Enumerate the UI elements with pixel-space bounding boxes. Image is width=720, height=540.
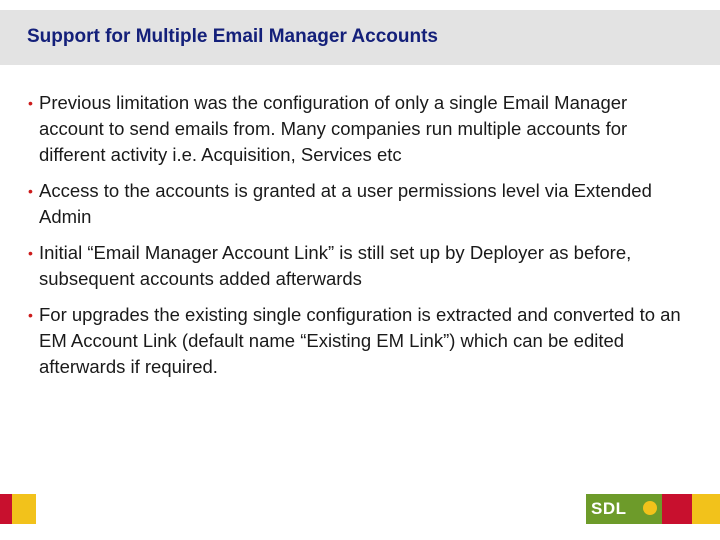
bullet-item xyxy=(26,178,696,230)
footer-color-block xyxy=(0,494,36,524)
title-bar xyxy=(0,10,720,65)
bullet-item xyxy=(26,240,696,292)
bullet-icon: • xyxy=(28,183,33,199)
bullet-item xyxy=(26,90,696,168)
logo-text: SDL xyxy=(591,499,627,518)
logo-red-stripe xyxy=(662,494,692,524)
bullet-item xyxy=(26,302,696,380)
sdl-logo xyxy=(586,494,720,524)
footer-red-stripe xyxy=(0,494,12,524)
slide-title: Support for Multiple Email Manager Accounts xyxy=(27,26,438,47)
bullet-icon: • xyxy=(28,245,33,261)
logo-yellow-stripe xyxy=(692,494,720,524)
bullet-icon: • xyxy=(28,95,33,111)
bullet-icon: • xyxy=(28,307,33,323)
bullet-text: Initial “Email Manager Account Link” is still set up by Deployer as before, subsequent accounts added afterwards xyxy=(39,242,632,289)
footer-yellow-stripe xyxy=(12,494,36,524)
bullet-text: Previous limitation was the configuration of only a single Email Manager account to send emails from. Many companies run multiple accounts for different activity i.e. Acquisition, Services etc xyxy=(39,92,628,165)
bullet-list xyxy=(26,90,696,390)
bullet-text: For upgrades the existing single configuration is extracted and converted to an EM Account Link (default name “Existing EM Link”) which can be edited afterwards if required. xyxy=(39,304,681,377)
bullet-text: Access to the accounts is granted at a user permissions level via Extended Admin xyxy=(39,180,652,227)
sdl-logo-dot-icon xyxy=(643,501,657,515)
